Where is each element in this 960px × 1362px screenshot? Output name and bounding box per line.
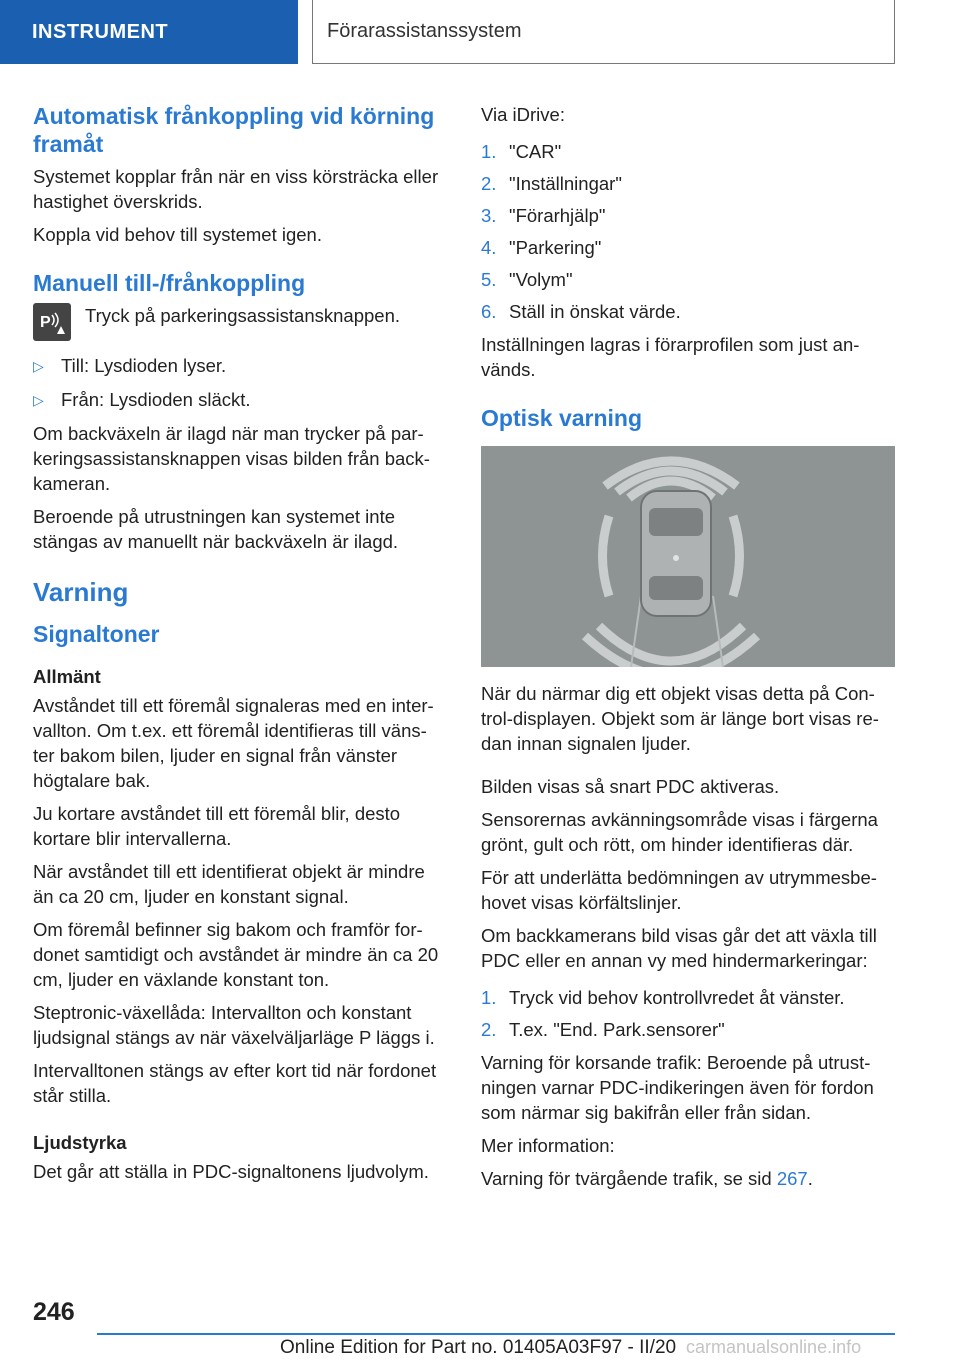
watermark: carmanualsonline.info — [686, 1337, 862, 1357]
paragraph-reference: Varning för tvärgående trafik, se sid 267. — [481, 1168, 813, 1189]
paragraph: Avståndet till ett föremål signaleras med en inter-vallton. Om t.ex. ett föremål identifieras till väns-ter bakom bilen, ljuder en signal från vänster högtalare bak. — [33, 695, 434, 791]
idrive-steps — [481, 139, 895, 324]
list-item: ▷ Till: Lysdioden lyser. — [33, 353, 448, 379]
paragraph: När avståndet till ett identifierat objekt är mindre än ca 20 cm, ljuder en konstant signal. — [33, 861, 425, 907]
triangle-bullet-icon: ▷ — [33, 392, 44, 408]
heading-manual: Manuell till-/frånkoppling — [33, 270, 306, 296]
edition-text: Online Edition for Part no. 01405A03F97 - II/20 — [280, 1337, 677, 1358]
paragraph: Sensorernas avkänningsområde visas i färgerna grönt, gult och rött, om hinder identifieras där. — [481, 809, 878, 855]
paragraph: Om backkamerans bild visas går det att växla till PDC eller en annan vy med hindermarkeringar: — [481, 925, 877, 971]
heading-signal-tones: Signaltoner — [33, 621, 160, 647]
list-item: 6. Ställ in önskat värde. — [481, 301, 681, 322]
list-item: ▷ Från: Lysdioden släckt. — [33, 387, 448, 413]
paragraph: Koppla vid behov till systemet igen. — [33, 224, 322, 245]
list-item: 1. Tryck vid behov kontrollvredet åt vänster. — [481, 987, 845, 1008]
heading-optical-warning: Optisk varning — [481, 405, 643, 431]
paragraph: Bilden visas så snart PDC aktiveras. — [481, 776, 780, 797]
right-column — [481, 102, 895, 1199]
chapter-title: Förarassistanssystem — [327, 20, 522, 42]
paragraph: Intervalltonen stängs av efter kort tid när fordonet står stilla. — [33, 1060, 437, 1106]
section-tab — [0, 0, 298, 64]
svg-text:P: P — [40, 314, 51, 331]
list-item: 2. "Inställningar" — [481, 173, 622, 194]
view-steps — [481, 985, 895, 1042]
paragraph: Mer information: — [481, 1135, 615, 1156]
heading-auto-off: Automatisk frånkoppling vid körning framåt — [33, 103, 435, 157]
paragraph: Tryck på parkeringsassistansknappen. — [85, 305, 400, 326]
manual-instruction — [33, 303, 448, 341]
chapter-header — [312, 0, 895, 64]
page-number: 246 — [33, 1298, 75, 1326]
paragraph: Systemet kopplar från när en viss körsträcka eller hastighet överskrids. — [33, 166, 439, 212]
paragraph: Det går att ställa in PDC-signaltonens ljudvolym. — [33, 1161, 429, 1182]
paragraph: Beroende på utrustningen kan systemet inte stängas av manuellt när backväxeln är ilagd. — [33, 506, 399, 552]
parking-assist-button-icon — [33, 303, 71, 341]
paragraph: Steptronic-växellåda: Intervallton och konstant ljudsignal stängs av när växelväljarläge P läggs i. — [33, 1002, 435, 1048]
page-link[interactable]: 267 — [776, 1168, 808, 1189]
left-column — [33, 102, 448, 1192]
footer-divider — [97, 1333, 895, 1335]
list-item: 2. T.ex. "End. Park.sensorer" — [481, 1019, 725, 1040]
paragraph: Om backväxeln är ilagd när man trycker på par-keringsassistansknappen visas bilden från back-kameran. — [33, 423, 430, 494]
list-item: 3. "Förarhjälp" — [481, 205, 606, 226]
paragraph: Om föremål befinner sig bakom och framför for-donet samtidigt och avståndet är mindre än ca 20 cm, ljuder en växlande konstant ton. — [33, 919, 439, 990]
list-item: 5. "Volym" — [481, 269, 573, 290]
section-title: INSTRUMENT — [32, 20, 169, 43]
list-item: 4. "Parkering" — [481, 237, 602, 258]
paragraph: Via iDrive: — [481, 104, 565, 125]
paragraph: Ju kortare avståndet till ett föremål blir, desto kortare blir intervallerna. — [33, 803, 401, 849]
pdc-display-image — [481, 446, 895, 667]
paragraph: Inställningen lagras i förarprofilen som just an-vänds. — [481, 334, 860, 380]
paragraph: För att underlätta bedömningen av utrymmesbe-hovet visas körfältslinjer. — [481, 867, 877, 913]
subheading-volume: Ljudstyrka — [33, 1132, 127, 1153]
list-item: 1. "CAR" — [481, 141, 562, 162]
paragraph: När du närmar dig ett objekt visas detta på Con-trol-displayen. Objekt som är länge bort visas re-dan innan signalen ljuder. — [481, 683, 879, 754]
heading-warning: Varning — [33, 577, 129, 607]
subheading-general: Allmänt — [33, 666, 101, 687]
paragraph: Varning för korsande trafik: Beroende på utrust-ningen varnar PDC-indikeringen även för fordon som närmar sig bakifrån eller från sidan. — [481, 1052, 874, 1123]
triangle-bullet-icon: ▷ — [33, 358, 44, 374]
